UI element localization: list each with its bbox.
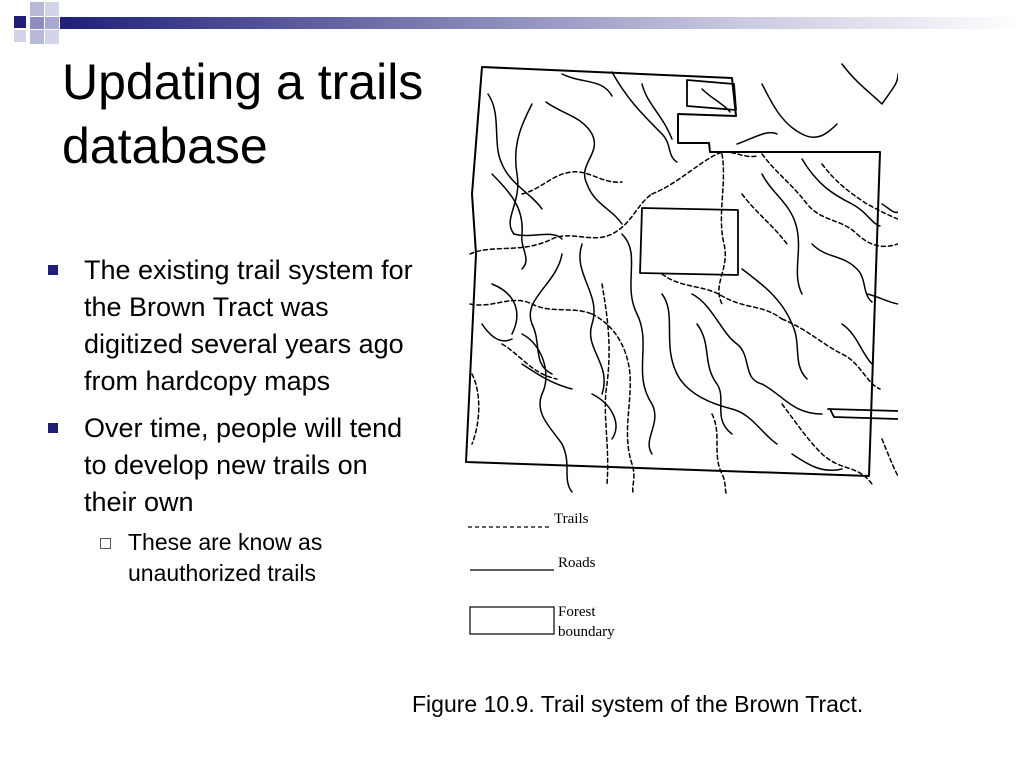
forest-boundary-notch (687, 80, 736, 110)
slide-title: Updating a trails database (62, 54, 424, 174)
sub-bullet-item (44, 527, 414, 589)
bullet-text: The existing trail system for the Brown Tract was digitized several years ago from hardcopy maps (84, 255, 413, 396)
legend-label-boundary: boundary (558, 624, 615, 640)
roads (482, 64, 898, 492)
square-bullet-icon (48, 265, 58, 275)
figure-caption: Figure 10.9. Trail system of the Brown Tract. (412, 691, 864, 717)
forest-boundary-east (828, 409, 898, 419)
legend-label-roads: Roads (558, 555, 596, 571)
square-bullet-icon (48, 423, 58, 433)
legend-label-forest: Forest (558, 604, 596, 620)
bullet-item (44, 410, 414, 521)
trails (470, 152, 898, 494)
legend-label-trails: Trails (554, 511, 589, 527)
forest-boundary (466, 67, 880, 476)
trail-system-map (462, 44, 898, 494)
bullet-list (44, 252, 414, 589)
bullet-text: Over time, people will tend to develop new trails on their own (84, 413, 403, 517)
bullet-item (44, 252, 414, 400)
hollow-square-bullet-icon (100, 538, 111, 549)
legend-boundary-symbol (470, 607, 554, 634)
sub-bullet-text: These are know as unauthorized trails (128, 529, 323, 586)
